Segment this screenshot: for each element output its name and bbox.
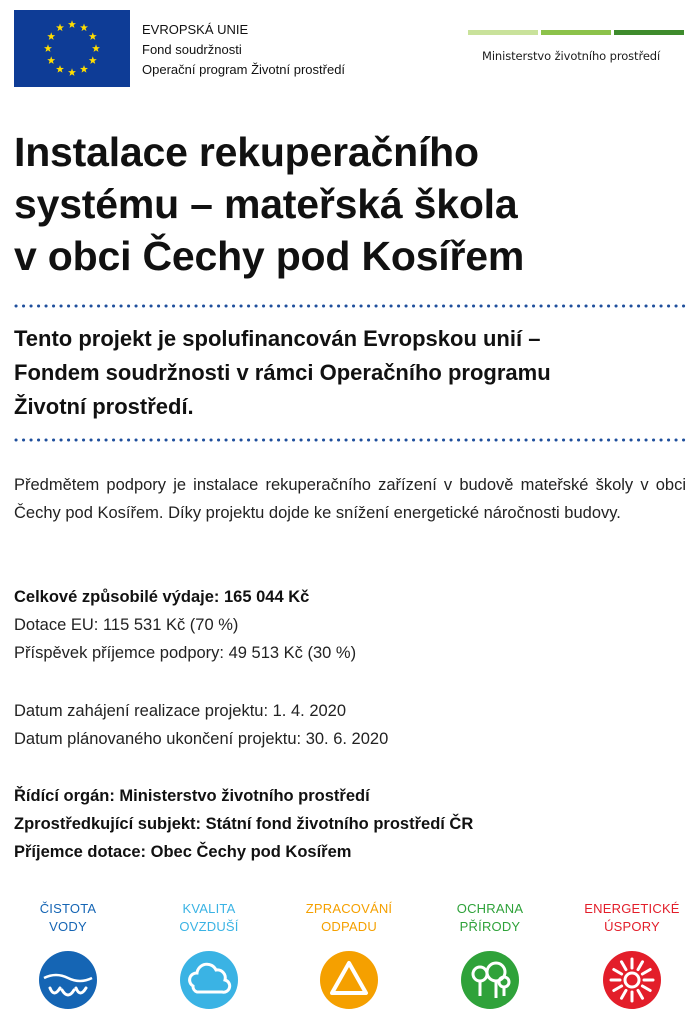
category-waste [289,900,409,1010]
dotted-divider [14,304,686,308]
trees-icon [460,950,520,1010]
category-label: ENERGETICKÉ ÚSPORY [584,901,680,934]
recipient-contribution: Příspěvek příjemce podpory: 49 513 Kč (30 %) [14,644,357,662]
eu-flag-logo [14,10,130,87]
category-air [149,900,269,1010]
fund-name: Fond soudržnosti [142,42,242,57]
eu-text-block [142,20,345,80]
ministry-name: Ministerstvo životního prostředí [482,49,661,63]
ministry-logo [468,30,684,63]
eu-stars-icon [14,10,130,87]
lead-line: Fondem soudržnosti v rámci Operačního programu [14,360,551,385]
eu-subsidy: Dotace EU: 115 531 Kč (70 %) [14,616,239,634]
organizations-block [14,782,686,866]
dates-block [14,697,686,753]
page-title [14,126,684,282]
category-label: OCHRANA PŘÍRODY [456,901,524,934]
total-costs: Celkové způsobilé výdaje: 165 044 Kč [14,588,310,606]
lead-line: Životní prostředí. [14,394,194,419]
category-nature [430,900,550,1010]
cloud-icon [179,950,239,1010]
start-date: Datum zahájení realizace projektu: 1. 4. 2020 [14,702,347,720]
header [14,10,684,88]
category-label: ČISTOTA VODY [39,901,97,934]
dotted-divider [14,438,686,442]
priority-axis-icons [0,900,698,1024]
program-name: Operační program Životní prostředí [142,62,346,77]
triangle-icon [319,950,379,1010]
category-energy [572,900,692,1010]
title-line: Instalace rekuperačního [14,129,479,175]
ministry-color-bars [468,30,684,35]
sun-icon [602,950,662,1010]
water-icon [38,950,98,1010]
title-line: systému – mateřská škola [14,181,518,227]
category-label: ZPRACOVÁNÍ ODPADU [305,901,393,934]
eu-name: EVROPSKÁ UNIE [142,22,249,37]
project-description: Předmětem podpory je instalace rekuperačního zařízení v budově mateřské školy v obci Čechy pod Kosířem. Díky projektu dojde ke snížení energetické náročnosti budovy. [14,476,686,522]
managing-authority: Řídící orgán: Ministerstvo životního prostředí [14,787,370,805]
grant-recipient: Příjemce dotace: Obec Čechy pod Kosířem [14,843,352,861]
category-water [8,900,128,1010]
cofinancing-statement [14,322,689,424]
title-line: v obci Čechy pod Kosířem [14,233,525,279]
category-label: KVALITA OVZDUŠÍ [179,901,239,934]
finance-block [14,583,686,667]
end-date: Datum plánovaného ukončení projektu: 30. 6. 2020 [14,730,389,748]
intermediary-body: Zprostředkující subjekt: Státní fond životního prostředí ČR [14,815,474,833]
lead-line: Tento projekt je spolufinancován Evropskou unií – [14,326,541,351]
